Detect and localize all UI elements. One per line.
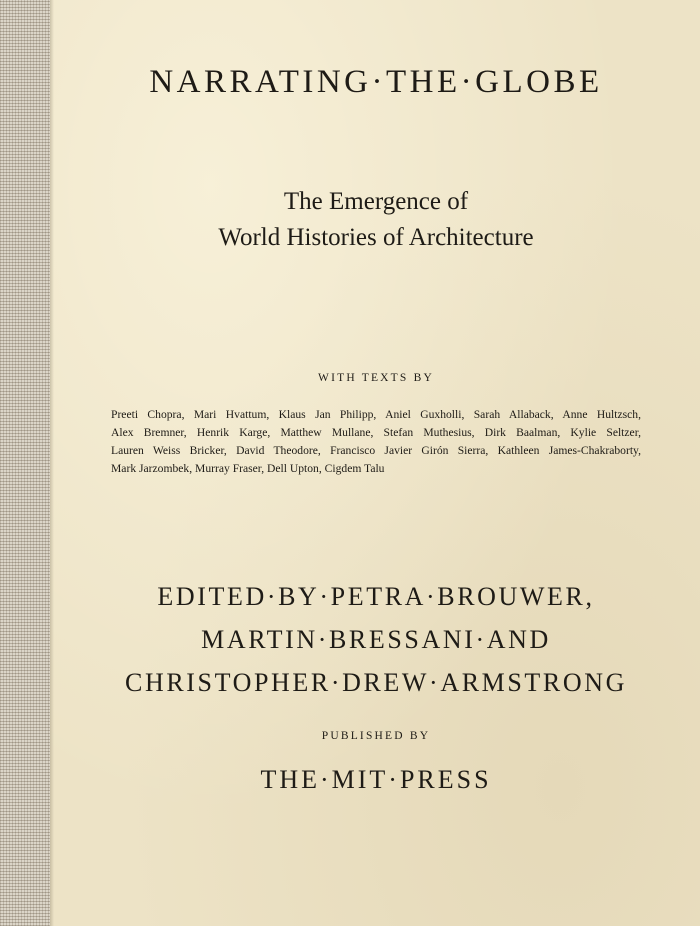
contributor-line-1: Preeti Chopra, Mari Hvattum, Klaus Jan Philipp, Aniel Guxholli, Sarah Allaback, Anne Hultzsch,: [111, 408, 641, 421]
editor-line-1: EDITED·BY·PETRA·BROUWER,: [157, 582, 595, 611]
book-title: NARRATING·THE·GLOBE: [149, 64, 603, 100]
subtitle-line-2: World Histories of Architecture: [218, 224, 534, 251]
published-by-label: PUBLISHED BY: [321, 730, 431, 742]
publisher-name: THE·MIT·PRESS: [260, 765, 492, 794]
subtitle-line-1: The Emergence of: [283, 188, 469, 215]
editor-credits: [52, 575, 700, 704]
contributor-line-3: Lauren Weiss Bricker, David Theodore, Francisco Javier Girón Sierra, Kathleen James-Chakraborty,: [111, 444, 641, 457]
contributor-list: [111, 406, 641, 478]
cloth-spine: [0, 0, 50, 926]
contributor-line-2: Alex Bremner, Henrik Karge, Matthew Mullane, Stefan Muthesius, Dirk Baalman, Kylie Seltzer,: [111, 426, 641, 439]
editor-line-3: CHRISTOPHER·DREW·ARMSTRONG: [125, 668, 627, 697]
book-subtitle: [52, 184, 700, 256]
editor-line-2: MARTIN·BRESSANI·AND: [201, 625, 551, 654]
contributor-line-4: Mark Jarzombek, Murray Fraser, Dell Upton, Cigdem Talu: [111, 462, 385, 475]
with-texts-label: WITH TEXTS BY: [318, 372, 434, 384]
